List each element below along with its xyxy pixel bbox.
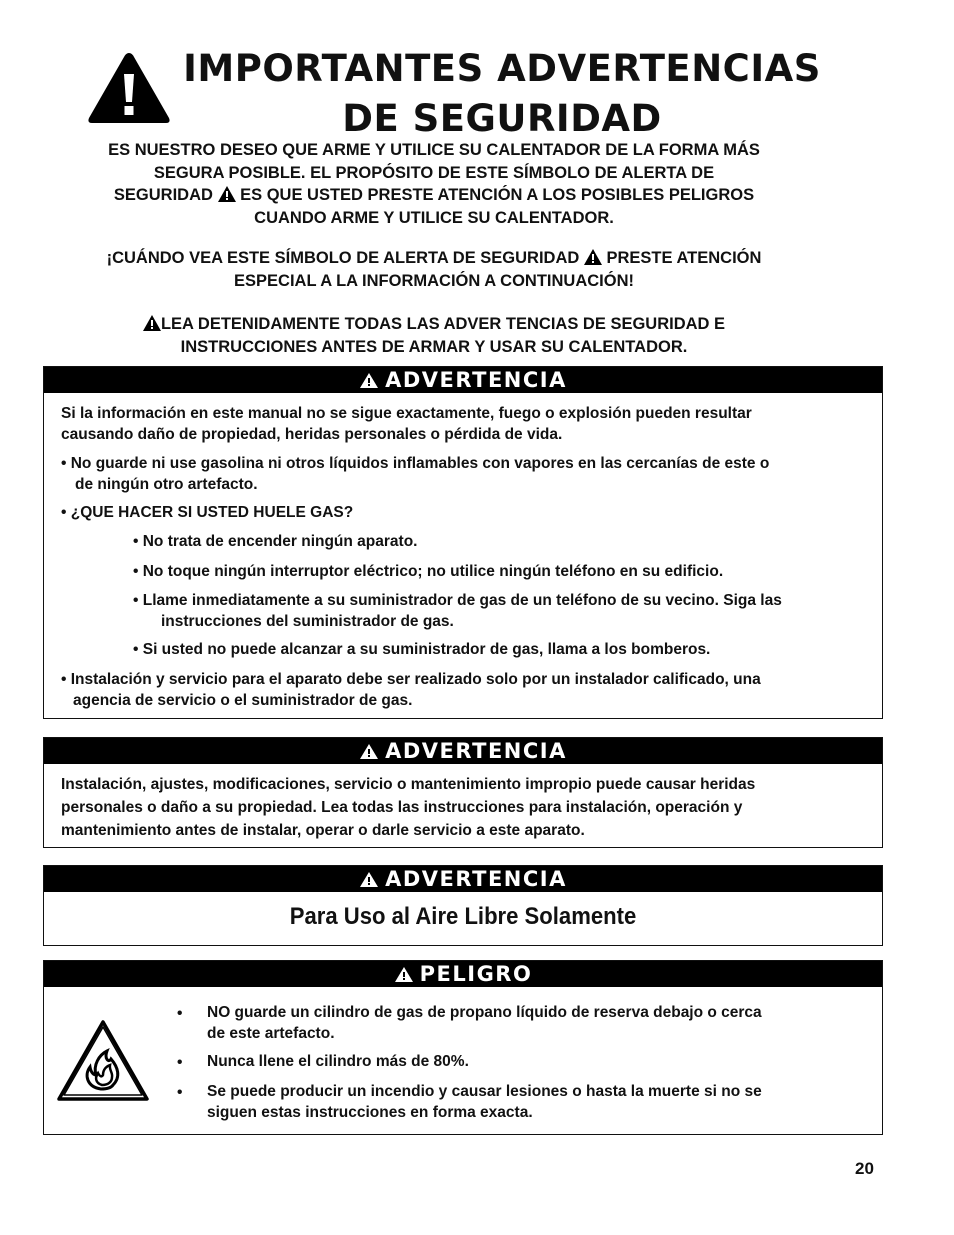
- list-item: NO guarde un cilindro de gas de propano líquido de reserva debajo o cerca de este artefacto.: [207, 1004, 762, 1042]
- warning-header: [44, 866, 882, 892]
- warning-header: [44, 367, 882, 393]
- warning-box-installation: [43, 737, 883, 848]
- warning-label: ADVERTENCIA: [385, 867, 567, 891]
- warning-label: ADVERTENCIA: [385, 368, 567, 392]
- danger-box: [43, 960, 883, 1135]
- list-item: • Si usted no puede alcanzar a su suministrador de gas, llama a los bomberos.: [133, 641, 711, 658]
- list-item: Nunca llene el cilindro más de 80%.: [207, 1053, 469, 1070]
- list-item: • No toque ningún interruptor eléctrico; no utilice ningún teléfono en su edificio.: [133, 563, 724, 580]
- page-title: [172, 44, 832, 144]
- danger-header: [44, 961, 882, 987]
- title-line-2: DE SEGURIDAD: [342, 97, 662, 140]
- intro-paragraph-1: ES NUESTRO DESEO QUE ARME Y UTILICE SU CALENTADOR DE LA FORMA MÁS SEGURA POSIBLE. EL PROPÓSITO DE ESTE SÍMBOLO DE ALERTA DE SEGURIDAD ES QUE USTED PRESTE ATENCIÓN A LOS POSIBLES PELIGROS CUANDO ARME Y UTILICE SU CALENTADOR.: [108, 141, 760, 227]
- list-bullet: •: [177, 1084, 183, 1101]
- list-item: • Instalación y servicio para el aparato debe ser realizado solo por un instalador calificado, una agencia de servicio o el suministrador de gas.: [61, 671, 761, 709]
- warning-triangle-icon: [359, 871, 379, 888]
- warning-text: Instalación, ajustes, modificaciones, servicio o mantenimiento impropio puede causar heridas personales o daño a su propiedad. Lea todas las instrucciones para instalación, operación y mantenimiento antes de instalar, operar o darle servicio a este aparato.: [61, 776, 756, 839]
- warning-triangle-icon: [359, 372, 379, 389]
- page-number: 20: [855, 1159, 874, 1178]
- fire-hazard-icon: [55, 1019, 151, 1105]
- title-line-1: IMPORTANTES ADVERTENCIAS: [183, 47, 821, 90]
- danger-label: PELIGRO: [419, 962, 533, 986]
- list-item: • Llame inmediatamente a su suministrador de gas de un teléfono de su vecino. Siga las instrucciones del suministrador de gas.: [133, 592, 782, 630]
- list-item: Se puede producir un incendio y causar lesiones o hasta la muerte si no se siguen estas instrucciones en forma exacta.: [207, 1083, 762, 1121]
- warning-header: [44, 738, 882, 764]
- list-item: • ¿QUE HACER SI USTED HUELE GAS?: [61, 504, 354, 521]
- safety-alert-icon: [584, 249, 602, 265]
- list-item: • No guarde ni use gasolina ni otros líquidos inflamables con vapores en las cercanías de este o de ningún otro artefacto.: [61, 455, 770, 493]
- warning-box-fire-explosion: [43, 366, 883, 719]
- list-bullet: •: [177, 1005, 183, 1022]
- warning-intro: Si la información en este manual no se sigue exactamente, fuego o explosión pueden resultar causando daño de propiedad, heridas personales o pérdida de vida.: [61, 405, 752, 443]
- list-bullet: •: [177, 1054, 183, 1071]
- list-item: • No trata de encender ningún aparato.: [133, 533, 418, 550]
- warning-label: ADVERTENCIA: [385, 739, 567, 763]
- safety-alert-icon: [218, 186, 236, 202]
- warning-box-outdoor: [43, 865, 883, 946]
- outdoor-use-only-text: Para Uso al Aire Libre Solamente: [289, 903, 637, 930]
- intro-paragraph-2: ¡CUÁNDO VEA ESTE SÍMBOLO DE ALERTA DE SEGURIDAD PRESTE ATENCIÓN ESPECIAL A LA INFORMACIÓN A CONTINUACIÓN!: [106, 249, 762, 290]
- warning-triangle-icon: [359, 743, 379, 760]
- safety-alert-icon: [86, 50, 172, 126]
- intro-paragraph-3: LEA DETENIDAMENTE TODAS LAS ADVER TENCIAS DE SEGURIDAD E INSTRUCCIONES ANTES DE ARMAR Y USAR SU CALENTADOR.: [40, 313, 828, 358]
- safety-alert-icon: [143, 315, 161, 331]
- warning-triangle-icon: [394, 966, 414, 983]
